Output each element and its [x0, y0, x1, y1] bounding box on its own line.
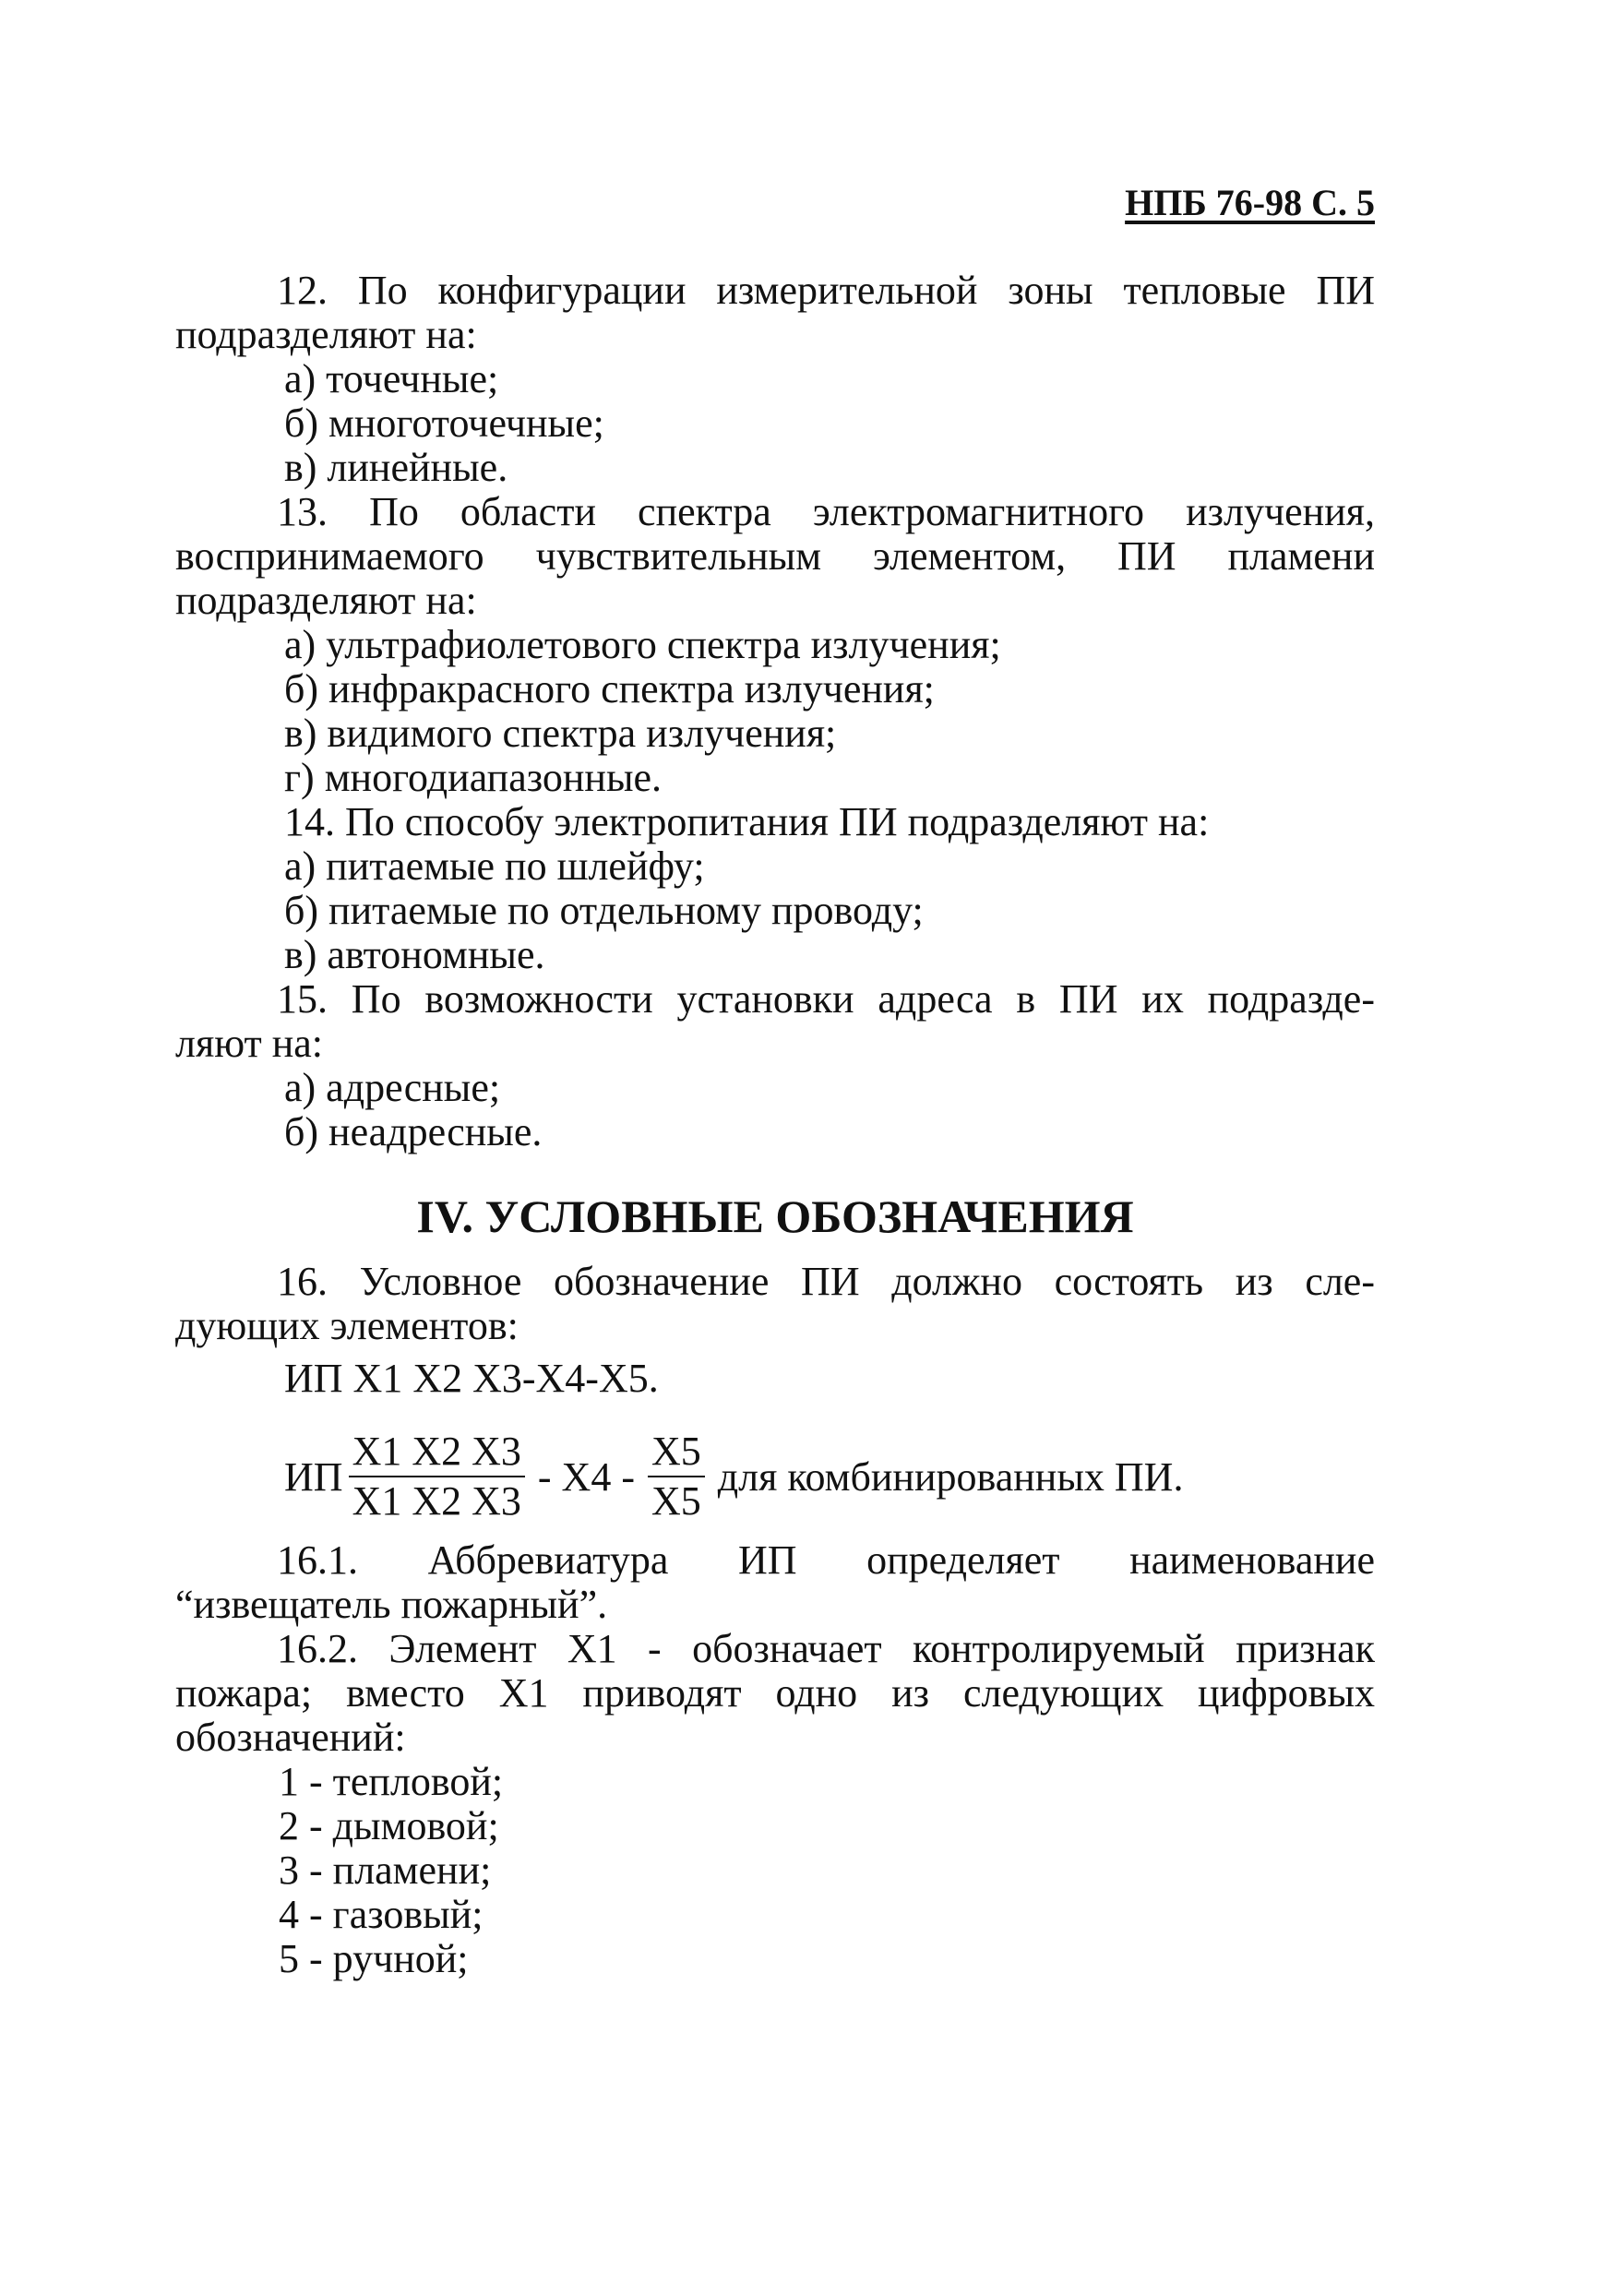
paragraph-16-line-1: 16. Условное обозначение ПИ должно состоять из сле- [277, 1259, 1375, 1304]
list-item: г) многодиапазонные. [284, 755, 663, 800]
list-item: а) адресные; [284, 1065, 501, 1110]
paragraph-15-line-2: ляют на: [175, 1021, 324, 1066]
list-item: б) инфракрасного спектра излучения; [284, 666, 935, 712]
combined-designation-formula [284, 1421, 1190, 1532]
list-item: а) питаемые по шлейфу; [284, 843, 705, 889]
list-item: в) видимого спектра излучения; [284, 711, 837, 756]
fraction [648, 1428, 705, 1525]
list-item: в) линейные. [284, 445, 508, 490]
document-reference: НПБ 76-98 С. 5 [1125, 182, 1375, 223]
list-item: б) питаемые по отдельному проводу; [284, 888, 924, 933]
designation-formula: ИП Х1 Х2 Х3-Х4-Х5. [284, 1356, 659, 1401]
fraction [349, 1428, 525, 1525]
fraction-numerator: Х5 [648, 1428, 705, 1477]
paragraph-16-line-2: дующих элементов: [175, 1303, 519, 1348]
paragraph-13-line-1: 13. По области спектра электромагнитного излучения, [277, 489, 1375, 534]
paragraph-13-line-2: воспринимаемого чувствительным элементом, ПИ пламени [175, 533, 1375, 579]
paragraph-16-2-line-1: 16.2. Элемент Х1 - обозначает контролируемый признак [277, 1626, 1375, 1671]
paragraph-12-line-1: 12. По конфигурации измерительной зоны тепловые ПИ [277, 268, 1375, 313]
list-item: б) неадресные. [284, 1109, 543, 1154]
formula-middle: - Х4 - [537, 1453, 635, 1500]
list-item: 1 - тепловой; [279, 1759, 504, 1804]
section-heading: IV. УСЛОВНЫЕ ОБОЗНАЧЕНИЯ [416, 1190, 1134, 1242]
paragraph-14-line-1: 14. По способу электропитания ПИ подразделяют на: [284, 799, 1210, 844]
list-item: 2 - дымовой; [279, 1803, 499, 1848]
paragraph-16-1-line-1: 16.1. Аббревиатура ИП определяет наименование [277, 1537, 1375, 1583]
fraction-denominator: Х1 Х2 Х3 [352, 1478, 521, 1524]
formula-prefix: ИП [284, 1453, 343, 1500]
list-item: 4 - газовый; [279, 1892, 484, 1937]
paragraph-16-2-line-3: обозначений: [175, 1715, 406, 1760]
list-item: а) точечные; [284, 356, 499, 401]
paragraph-13-line-3: подразделяют на: [175, 578, 477, 623]
list-item: б) многоточечные; [284, 401, 604, 446]
list-item: в) автономные. [284, 932, 545, 977]
formula-suffix: для комбинированных ПИ. [717, 1453, 1184, 1500]
paragraph-16-1-line-2: “извещатель пожарный”. [175, 1582, 608, 1627]
list-item: а) ультрафиолетового спектра излучения; [284, 622, 1001, 667]
paragraph-12-line-2: подразделяют на: [175, 312, 477, 357]
fraction-numerator: Х1 Х2 Х3 [349, 1428, 525, 1477]
fraction-denominator: Х5 [651, 1478, 701, 1524]
paragraph-15-line-1: 15. По возможности установки адреса в ПИ их подразде- [277, 976, 1375, 1022]
paragraph-16-2-line-2: пожара; вместо Х1 приводят одно из следующих цифровых [175, 1670, 1375, 1716]
list-item: 3 - пламени; [279, 1848, 492, 1893]
list-item: 5 - ручной; [279, 1936, 469, 1981]
